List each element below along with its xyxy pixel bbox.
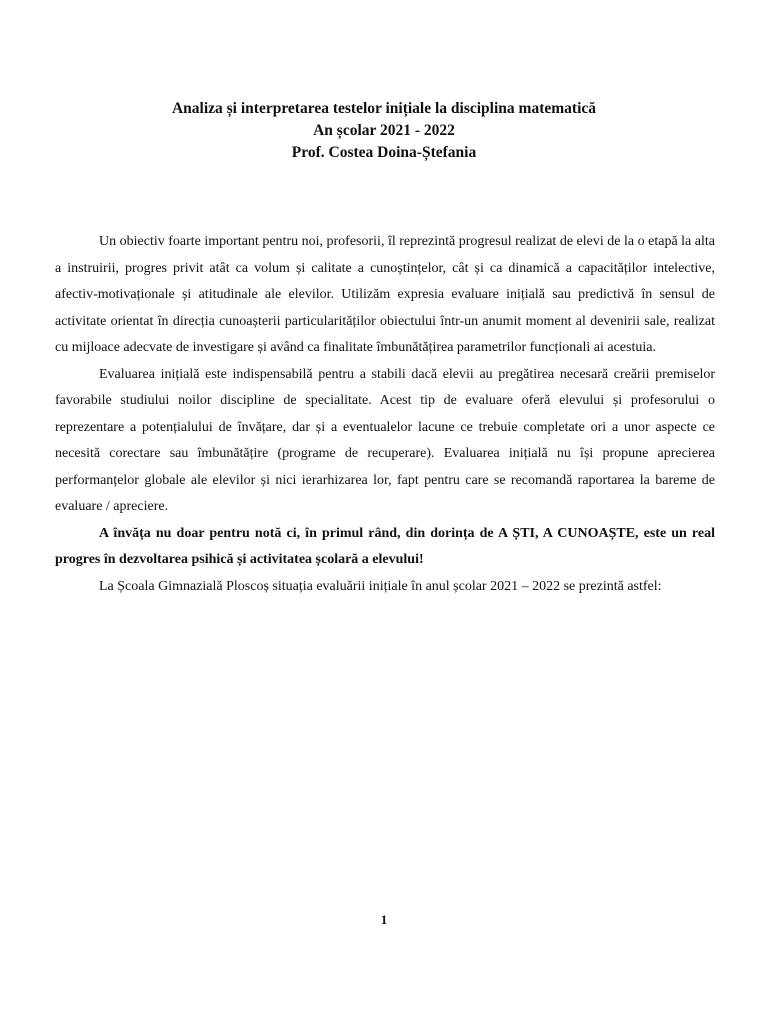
paragraph-intro: Un obiectiv foarte important pentru noi, profesorii, îl reprezintă progresul realizat de elevi de la o etapă la alta a instruirii, progres privit atât ca volum și calitate a cunoștințelor, cât și ca dinamică a capacităților intelective, afectiv-motivaționale și atitudinale ale elevilor. Utilizăm expresia evaluare inițială sau predictivă în sensul de activitate orientat în direcția cunoașterii particularităților obiectului într-un anumit moment al devenirii sale, realizat cu mijloace adecvate de investigare și având ca finalitate îmbunătățirea parametrilor funcționali ai acestuia. — [55, 234, 715, 355]
document-title — [0, 98, 768, 164]
title-line-school-year: An școlar 2021 - 2022 — [313, 122, 455, 139]
paragraph-motto: A învăța nu doar pentru notă ci, în primul rând, din dorința de A ȘTI, A CUNOAȘTE, este un real progres în dezvoltarea psihică și activitatea școlară a elevului! — [55, 525, 715, 567]
document-body — [55, 229, 715, 600]
paragraph-school-situation: La Școala Gimnazială Ploscoș situația evaluării inițiale în anul școlar 2021 – 2022 se prezintă astfel: — [99, 578, 662, 594]
title-line-author: Prof. Costea Doina-Ștefania — [291, 144, 477, 161]
title-line-subject: Analiza și interpretarea testelor inițiale la disciplina matematică — [171, 100, 597, 117]
paragraph-initial-evaluation: Evaluarea inițială este indispensabilă pentru a stabili dacă elevii au pregătirea necesară creării premiselor favorabile studiului noilor discipline de specialitate. Acest tip de evaluare oferă elevului și profesorului o reprezentare a potențialului de învățare, dar și a eventualelor lacune ce trebuie completate ori a unor aspecte ce necesită corectare sau îmbunătățire (programe de recuperare). Evaluarea inițială nu își propune aprecierea performanțelor globale ale elevilor și nici ierarhizarea lor, fapt pentru care se recomandă raportarea la bareme de evaluare / apreciere. — [55, 366, 715, 514]
page-number: 1 — [380, 912, 388, 927]
